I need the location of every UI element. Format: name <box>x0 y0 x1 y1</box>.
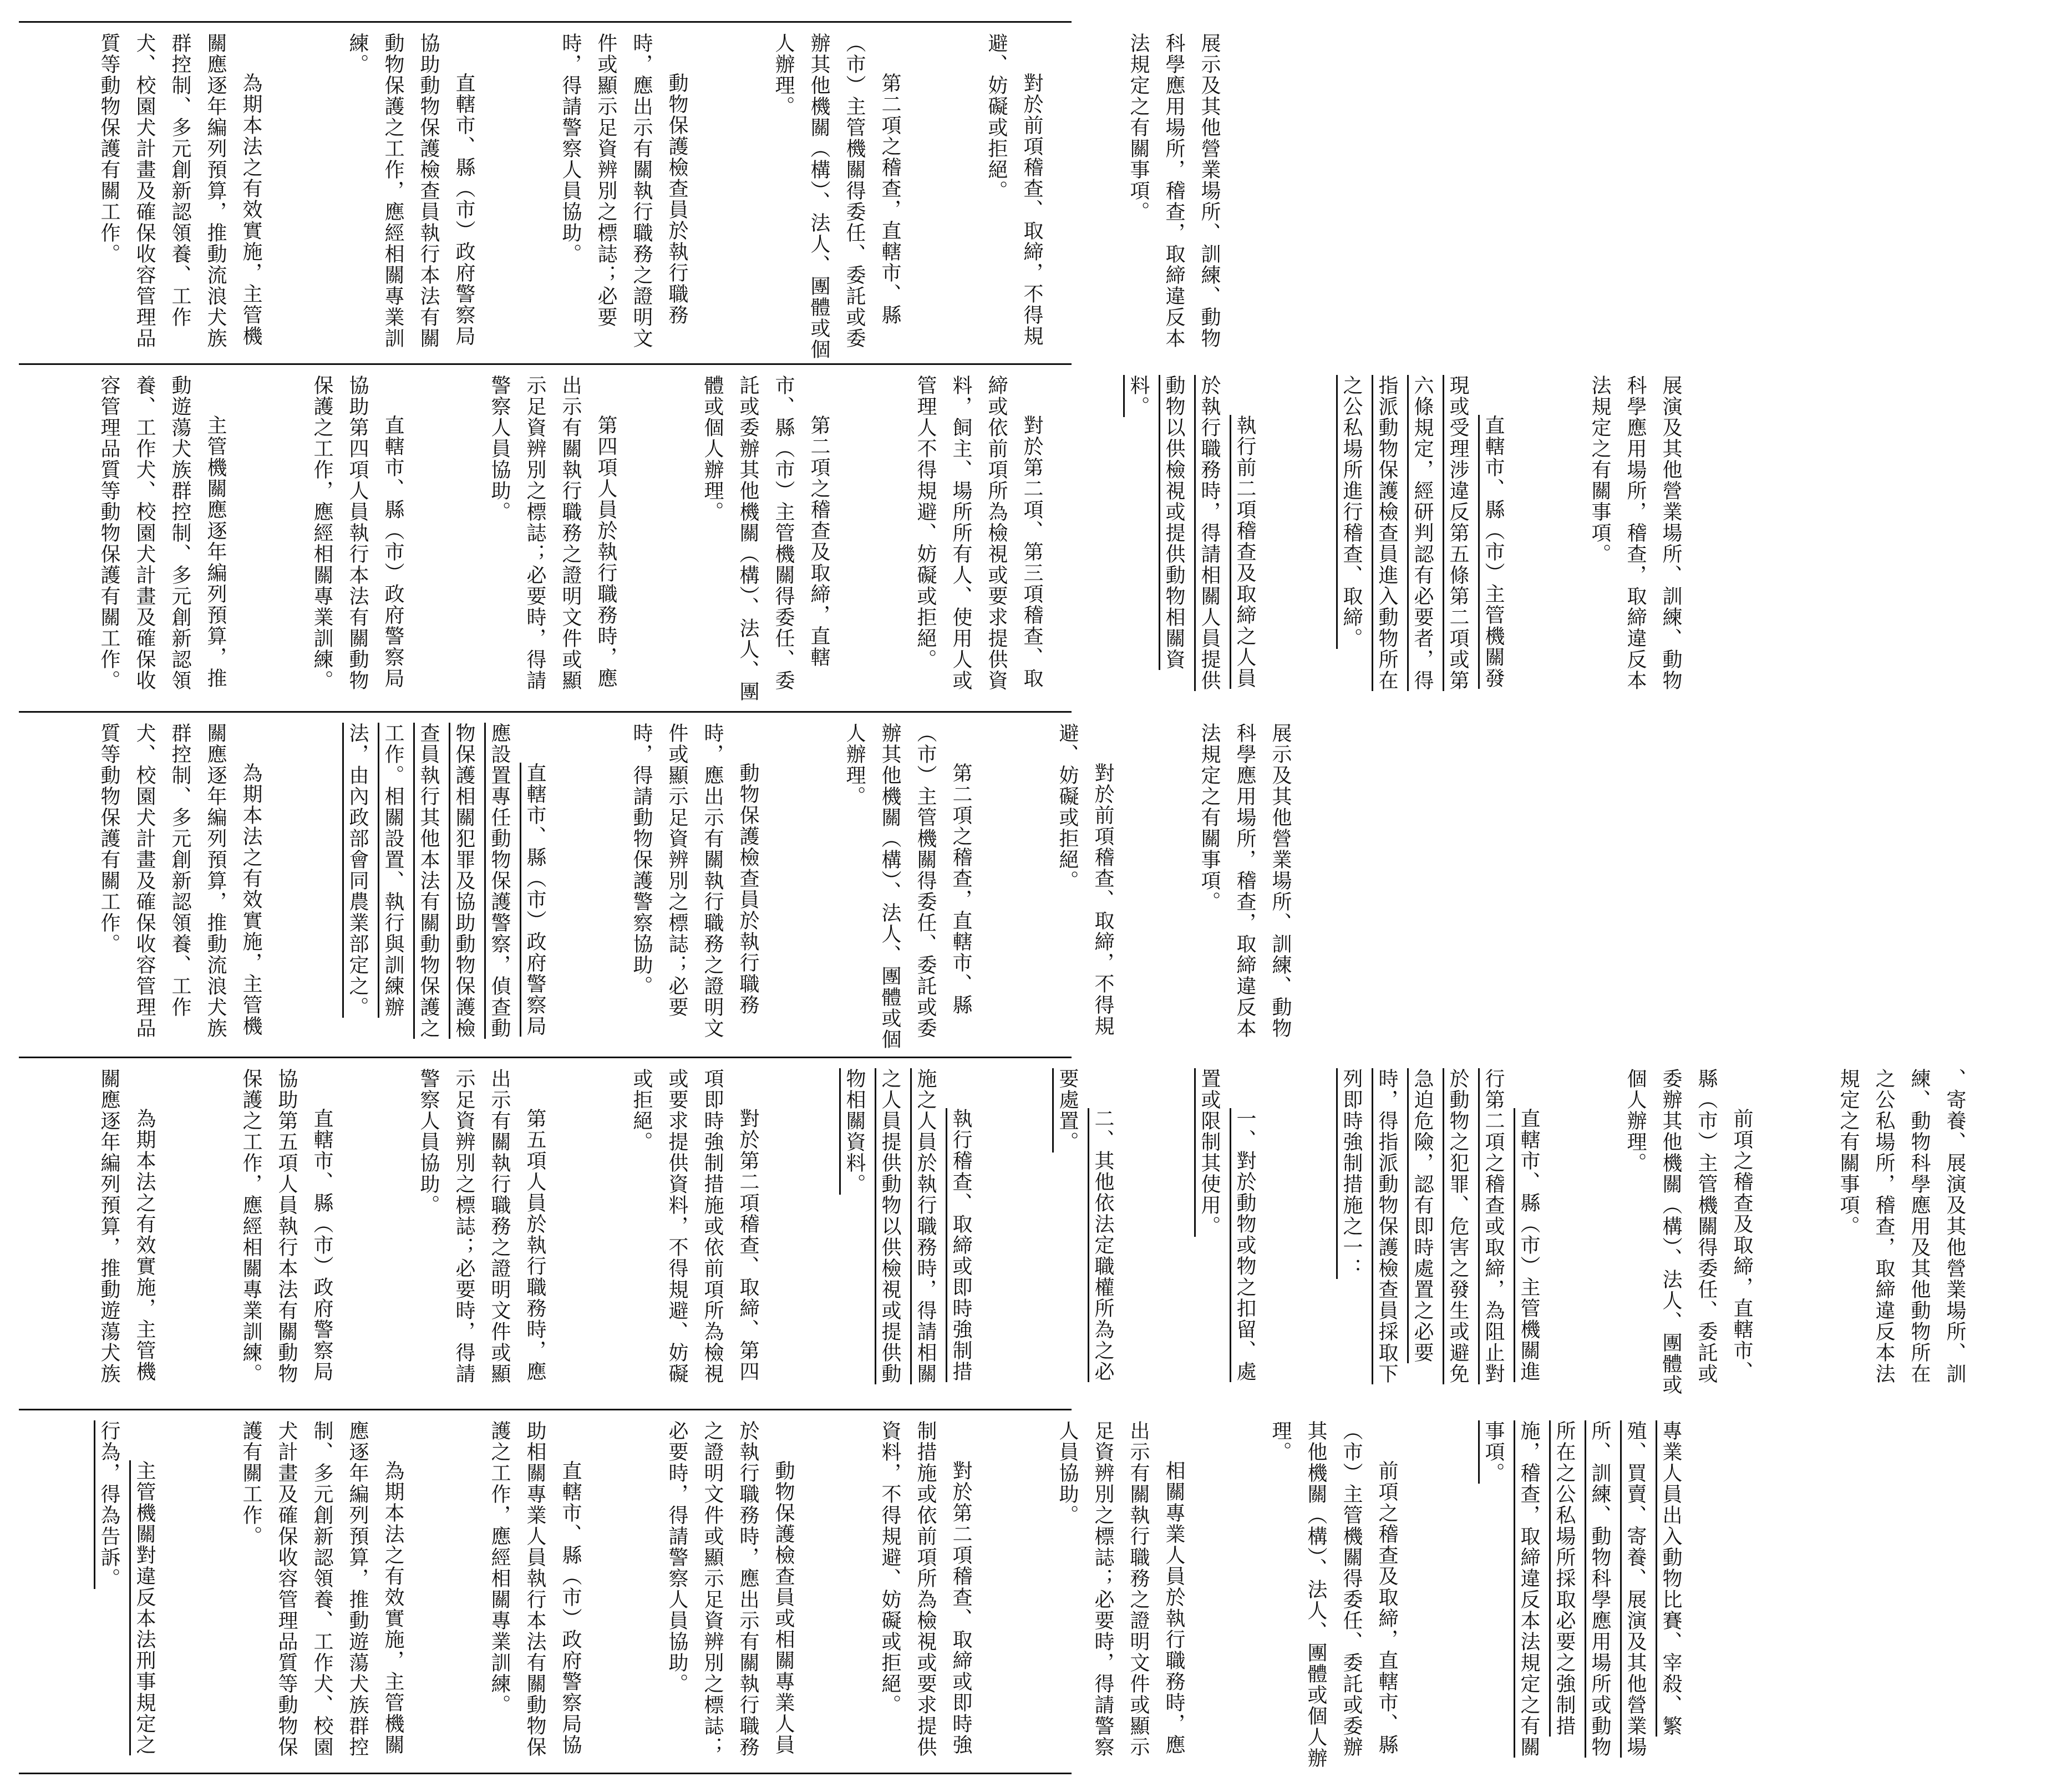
section-divider <box>19 1773 1072 1774</box>
paragraph: 展示及其他營業場所、訓練、動物科學應用場所，稽查，取締違反本法規定之有關事項。 <box>1198 723 1292 1039</box>
paragraph: 對於前項稽查、取締，不得規避、妨礙或拒絕。 <box>1056 723 1114 1037</box>
paragraph: 對於前項稽查、取締，不得規避、妨礙或拒絕。 <box>985 33 1043 347</box>
paragraph: 專業人員出入動物比賽、宰殺、繁殖、買賣、寄養、展演及其他營業場所、訓練、動物科學應用場所或動物所在之公私場所採取必要之強制措施，稽查，取締違反本法規定之有關事項。 <box>1482 1420 1682 1758</box>
paragraph: 第二項之稽查，直轄市、縣（市）主管機關得委任、委託或委辦其他機關（構）、法人、團體或個人辦理。 <box>843 723 972 1050</box>
paragraph: 二、其他依法定職權所為之必要處置。 <box>1056 1068 1114 1382</box>
paragraph: 前項之稽查及取締，直轄市、縣（市）主管機關得委任、委託或委辦其他機關（構）、法人、團體或個人辦理。 <box>1269 1420 1398 1769</box>
paragraph: 為期本法之有效實施，主管機關應逐年編列預算，推動流浪犬族群控制、多元創新認領養、工作犬、校園犬計畫及確保收容管理品質等動物保護有關工作。 <box>98 33 262 349</box>
section-2 <box>20 365 1682 704</box>
paragraph: 直轄市、縣（市）政府警察局應設置專任動物保護警察，偵查動物保護相關犯罪及協助動物保護檢查員執行其他本法有關動物保護之工作。相關設置、執行與訓練辦法，由內政部會同農業部定之。 <box>346 723 546 1039</box>
paragraph: 主管機關應逐年編列預算，推動遊蕩犬族群控制、多元創新認領養、工作犬、校園犬計畫及確保收容管理品質等動物保護有關工作。 <box>98 375 227 691</box>
paragraph: 執行稽查、取締或即時強制措施之人員於執行職務時，得請相關之人員提供動物以供檢視或提供動物相關資料。 <box>843 1068 972 1384</box>
paragraph: 執行前二項稽查及取締之人員於執行職務時，得請相關人員提供動物以供檢視或提供動物相關資料。 <box>1127 375 1256 691</box>
paragraph: 第四項人員於執行職務時，應出示有關執行職務之證明文件或顯示足資辨別之標誌；必要時，得請警察人員協助。 <box>488 375 617 691</box>
paragraph: 直轄市、縣（市）政府警察局協助第五項人員執行本法有關動物保護之工作，應經相關專業訓練。 <box>240 1068 333 1384</box>
section-5-text <box>20 1410 1767 1770</box>
paragraph: 對於第二項、第三項稽查、取締或依前項所為檢視或要求提供資料，飼主、場所所有人、使用人或管理人不得規避、妨礙或拒絕。 <box>914 375 1043 691</box>
paragraph: 動物保護檢查員或相關專業人員於執行職務時，應出示有關執行職務之證明文件或顯示足資辨別之標誌；必要時，得請警察人員協助。 <box>666 1420 795 1758</box>
paragraph: 對於第二項稽查、取締、第四項即時強制措施或依前項所為檢視或要求提供資料，不得規避、妨礙或拒絕。 <box>630 1068 759 1384</box>
section-2-text <box>20 365 1767 704</box>
paragraph: 為期本法之有效實施，主管機關應逐年編列預算，推動遊蕩犬族 <box>98 1068 156 1384</box>
paragraph: 第二項之稽查，直轄市、縣（市）主管機關得委任、委託或委辦其他機關（構）、法人、團體或個人辦理。 <box>772 33 901 360</box>
paragraph: 主管機關對違反本法刑事規定之行為，得為告訴。 <box>98 1420 156 1755</box>
section-1 <box>20 23 1221 362</box>
paragraph: 動物保護檢查員於執行職務時，應出示有關執行職務之證明文件或顯示足資辨別之標誌；必要時，得請動物保護警察協助。 <box>630 723 759 1039</box>
paragraph: 展演及其他營業場所、訓練、動物科學應用場所，稽查，取締違反本法規定之有關事項。 <box>1588 375 1682 691</box>
paragraph: 前項之稽查及取締，直轄市、縣（市）主管機關得委任、委託或委辦其他機關（構）、法人、團體或個人辦理。 <box>1624 1068 1753 1395</box>
paragraph: 第五項人員於執行職務時，應出示有關執行職務之證明文件或顯示足資辨別之標誌；必要時，得請警察人員協助。 <box>417 1068 546 1384</box>
paragraph: 為期本法之有效實施，主管機關應逐年編列預算，推動流浪犬族群控制、多元創新認領養、工作犬、校園犬計畫及確保收容管理品質等動物保護有關工作。 <box>98 723 262 1039</box>
paragraph: 展示及其他營業場所、訓練、動物科學應用場所，稽查，取締違反本法規定之有關事項。 <box>1127 33 1221 349</box>
section-4-text <box>20 1058 2051 1398</box>
section-3-text <box>20 713 1377 1052</box>
section-5 <box>20 1410 1682 1770</box>
paragraph: 第二項之稽查及取締，直轄市、縣（市）主管機關得委任、委託或委辦其他機關（構）、法人、團體或個人辦理。 <box>701 375 830 702</box>
paragraph: 直轄市、縣（市）政府警察局協助動物保護檢查員執行本法有關動物保護之工作，應經相關專業訓練。 <box>346 33 475 349</box>
paragraph: 為期本法之有效實施，主管機關應逐年編列預算，推動遊蕩犬族群控制、多元創新認領養、工作犬、校園犬計畫及確保收容管理品質等動物保護有關工作。 <box>240 1420 404 1758</box>
paragraph: 直轄市、縣（市）主管機關發現或受理涉違反第五條第二項或第六條規定，經研判認有必要者，得指派動物保護檢查員進入動物所在之公私場所進行稽查、取締。 <box>1340 375 1505 691</box>
section-1-text <box>20 23 1306 362</box>
section-4 <box>20 1058 1966 1398</box>
paragraph: 直轄市、縣（市）主管機關進行第二項之稽查或取締，為阻止對於動物之犯罪、危害之發生或避免急迫危險，認有即時處置之必要時，得指派動物保護檢查員採取下列即時強制措施之一： <box>1340 1068 1540 1384</box>
paragraph: 對於第二項稽查、取締或即時強制措施或依前項所為檢視或要求提供資料，不得規避、妨礙或拒絕。 <box>879 1420 972 1758</box>
paragraph: 相關專業人員於執行職務時，應出示有關執行職務之證明文件或顯示足資辨別之標誌；必要時，得請警察人員協助。 <box>1056 1420 1185 1758</box>
paragraph: 、寄養、展演及其他營業場所、訓練、動物科學應用及其他動物所在之公私場所，稽查，取締違反本法規定之有關事項。 <box>1837 1068 1966 1384</box>
paragraph: 直轄市、縣（市）政府警察局協助第四項人員執行本法有關動物保護之工作，應經相關專業訓練。 <box>311 375 404 691</box>
section-3 <box>20 713 1292 1052</box>
paragraph: 一、對於動物或物之扣留、處置或限制其使用。 <box>1198 1068 1256 1382</box>
paragraph: 直轄市、縣（市）政府警察局協助相關專業人員執行本法有關動物保護之工作，應經相關專業訓練。 <box>488 1420 582 1758</box>
paragraph: 動物保護檢查員於執行職務時，應出示有關執行職務之證明文件或顯示足資辨別之標誌；必要時，得請警察人員協助。 <box>559 33 688 349</box>
